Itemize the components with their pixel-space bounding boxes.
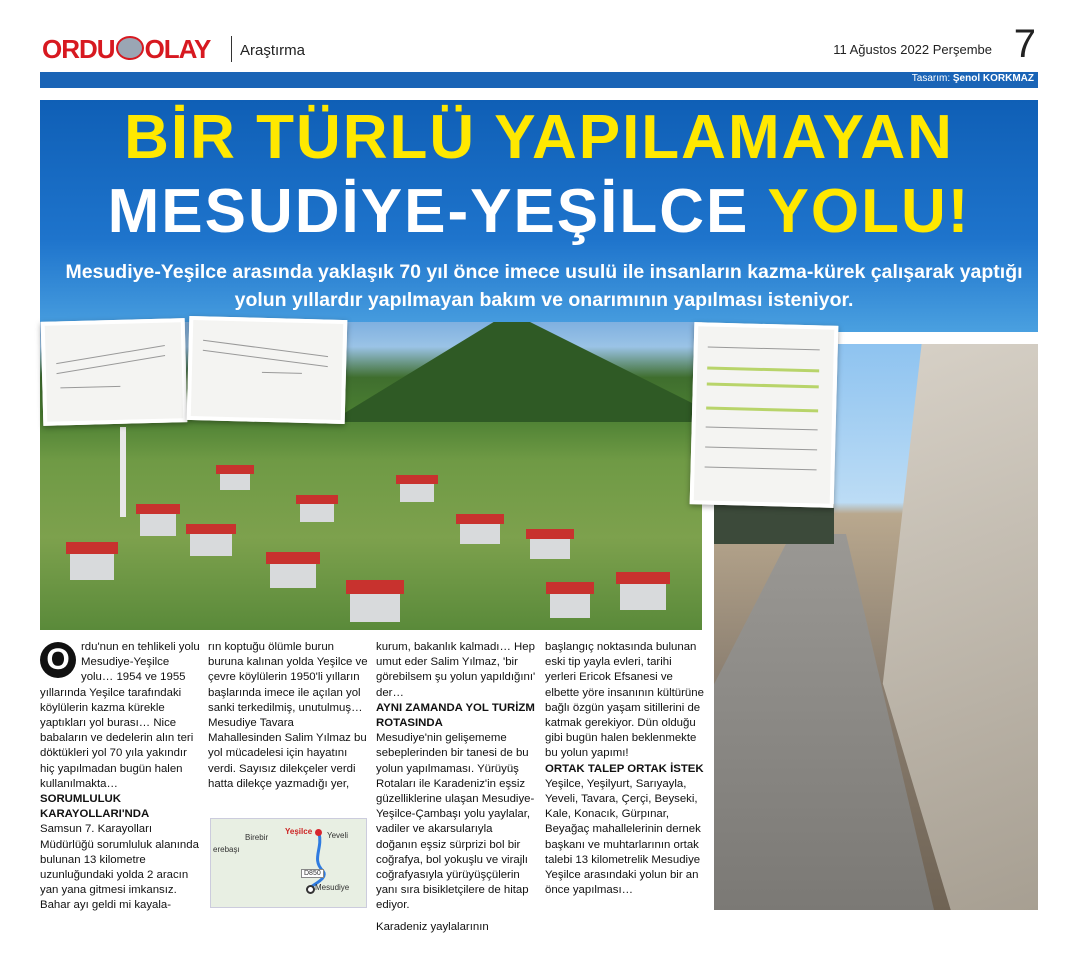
map-label-mesudiye: Mesudiye [315, 883, 350, 892]
article-column-1 [40, 640, 200, 914]
map-label-yeveli: Yeveli [327, 831, 349, 840]
issue-date: 11 Ağustos 2022 Perşembe [833, 42, 992, 57]
house [530, 537, 570, 559]
headline-line2 [54, 176, 1024, 247]
headline-line2-white: MESUDİYE-YEŞİLCE [107, 177, 750, 246]
map-label-erebasi: erebaşı [213, 845, 240, 854]
scan-line [705, 446, 817, 450]
article-paragraph: rın koptuğu ölümle burun buruna kalınan yolda Yeşilce ve çevre köylülerin 1950'li yılların başlarında imece ile açılan yol sanki terkedilmiş, unutulmuş… Mesudiye Tavara Mahallesinden Salim Yılmaz bu yol mücadelesi için hayatını verdi. Sayısız dilekçeler verdi hatta dilekçe yazmadığı yer, [208, 641, 368, 790]
article-paragraph: Mesudiye'nin gelişememe sebeplerinden bir tanesi de bu yolun yapılmaması. Yürüyüş Rotaları ile Karadeniz'in eşsiz güzelliklerine ulaşan Mesudiye-Yeşilce-Çambaşı yolu yaylalar, vadiler ve akarsularıyla doğanın eşsiz sürprizi bol bir coğrafya, bol yokuşlu ve virajlı coğrafyasıyla yürüyüşçülerin yanı sıra bisikletçilere de hitap ediyor. [376, 732, 535, 912]
house-roof [66, 542, 118, 554]
designer-name: Şenol KORKMAZ [952, 73, 1034, 84]
designer-label: Tasarım: [911, 73, 951, 84]
house [400, 482, 434, 502]
scan-line [708, 347, 820, 351]
map-label-birebir: Birebir [245, 833, 269, 842]
subheading-sorumluluk: SORUMLULUK KARAYOLLARI'NDA [40, 793, 150, 821]
scan-line [262, 372, 302, 374]
scan-line [203, 350, 328, 367]
article-paragraph: başlangıç noktasında bulunan eski tip yayla evleri, tarihi yerleri Ericok Efsanesi ve elbette yöre insanının kültürüne bağlı özgün yaşam sitillerini de katmak gerekiyor. Dün olduğu gibi bugün halen beklenmekte bu yolun yapımı! [545, 641, 704, 760]
scan-line [56, 355, 165, 374]
house-roof [136, 504, 180, 514]
scan-line [203, 340, 328, 357]
house [70, 552, 114, 580]
article-paragraph: Samsun 7. Karayolları Müdürlüğü sorumluluk alanında bulunan 13 kilometre uzunluğundaki yolda 2 aracın yan yana gitmesi imkansız. Bahar ayı geldi mi kayala- [40, 823, 199, 912]
newspaper-logo[interactable] [42, 34, 210, 65]
house-roof [266, 552, 320, 564]
far-hillside [714, 504, 834, 544]
article-column-3 [376, 640, 536, 935]
section-label: Araştırma [240, 42, 306, 59]
logo-olay: OLAY [144, 34, 211, 64]
mountain-shape [330, 322, 702, 422]
globe-icon [116, 36, 144, 60]
subheading-turizm: AYNI ZAMANDA YOL TURİZM ROTASINDA [376, 701, 535, 730]
drop-cap: O [40, 642, 76, 678]
house [350, 592, 400, 622]
scanned-map-document-2 [187, 316, 348, 424]
house-roof [546, 582, 594, 594]
house [140, 512, 176, 536]
article-paragraph: Karadeniz yaylalarının [376, 920, 489, 933]
scan-highlight [706, 406, 818, 412]
article-paragraph: kurum, bakanlık kalmadı… Hep umut eder Salim Yılmaz, 'bir görebilsem şu yolun yapıldığını' der… [376, 641, 536, 699]
route-line [309, 833, 324, 889]
house [270, 562, 316, 588]
headline-line1: BİR TÜRLÜ YAPILAMAYAN [124, 103, 954, 172]
header-bar [40, 72, 1038, 88]
house-roof [526, 529, 574, 539]
house-roof [456, 514, 504, 524]
scan-line [706, 426, 818, 430]
scan-line [60, 386, 120, 389]
designer-credit [912, 73, 1034, 84]
article-column-4 [545, 640, 705, 898]
scanned-table-document [690, 322, 839, 508]
subheading-ortak-talep: ORTAK TALEP ORTAK İSTEK [545, 762, 704, 775]
house [190, 532, 232, 556]
scanned-map-document-1 [41, 318, 188, 426]
house-roof [296, 495, 338, 504]
route-map [210, 818, 367, 908]
map-label-yesilce: Yeşilce [285, 827, 313, 836]
page-header [40, 22, 1040, 72]
house [460, 522, 500, 544]
house [220, 472, 250, 490]
logo-ordu: ORDU [42, 34, 115, 64]
headline-banner [40, 100, 1038, 332]
headline-line2-yellow: YOLU! [767, 177, 971, 246]
headline-subtitle: Mesudiye-Yeşilce arasında yaklaşık 70 yıl önce imece usulü ile insanların kazma-kürek çalışarak yaptığı yolun yıllardır yapılmayan bakım ve onarımının yapılması isteniyor. [65, 261, 1023, 311]
house-roof [216, 465, 254, 474]
minaret [120, 427, 126, 517]
scan-line [56, 345, 165, 364]
page-number: 7 [1013, 22, 1036, 66]
house-roof [616, 572, 670, 584]
start-point-icon [306, 885, 315, 894]
house-roof [396, 475, 438, 484]
scan-highlight [707, 382, 819, 388]
road-number-badge: D850 [301, 869, 324, 878]
map-pin-icon [315, 829, 322, 836]
article-paragraph: rdu'nun en tehlikeli yolu Mesudiye-Yeşilce yolu… 1954 ve 1955 yıllarında Yeşilce tarafındaki köylülerin kazma kürekle yaptıkları yol burası… Nice babaların ve dedelerin alın teri döktükleri yol 70 yıla yakındır hiç yapılmadan bugün halen kullanılmakta… [40, 641, 200, 790]
article-paragraph: Yeşilce, Yeşilyurt, Sarıyayla, Yeveli, Tavara, Çerçi, Beyseki, Kale, Konacık, Gürpınar, Beyağaç mahallelerinin dernek başkanı ve muhtarlarının ortak talebi 13 kilometrelik Mesudiye Yeşilce arasındaki yolun bir an önce yapılması… [545, 777, 701, 897]
house [300, 502, 334, 522]
house-roof [186, 524, 236, 534]
house [620, 582, 666, 610]
scan-line [705, 466, 817, 470]
scan-highlight [707, 366, 819, 372]
house [550, 592, 590, 618]
article-column-2 [208, 640, 368, 792]
header-divider [231, 36, 232, 62]
house-roof [346, 580, 404, 594]
